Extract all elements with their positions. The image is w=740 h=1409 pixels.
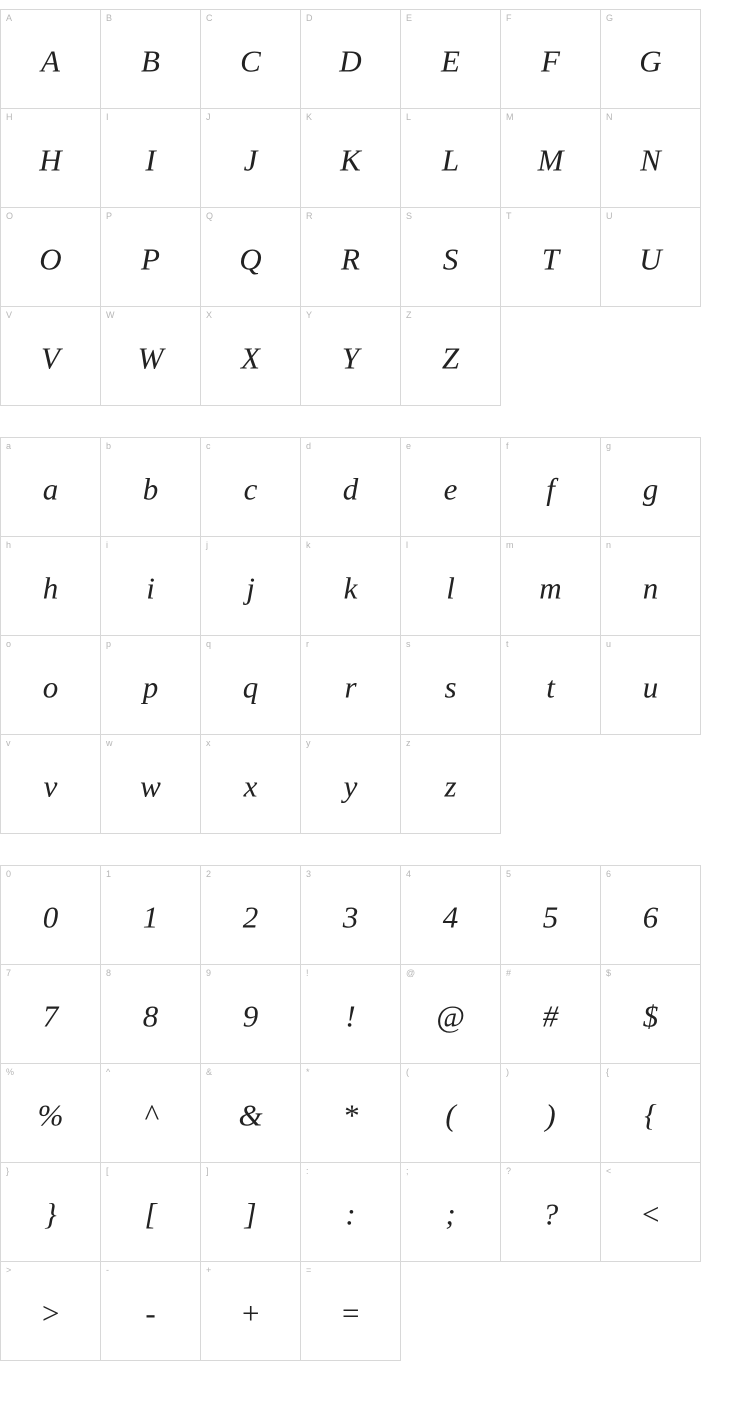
glyph-block-symbols [0,865,701,1361]
glyph-cell-character: : [345,1196,356,1232]
glyph-cell[interactable] [301,307,401,406]
glyph-cell-empty [501,735,601,834]
glyph-cell-tag: g [606,441,612,451]
glyph-cell-character: 5 [542,899,559,935]
glyph-cell[interactable] [501,438,601,537]
glyph-cell-character: Z [441,340,460,376]
glyph-cell-tag: M [506,112,514,122]
glyph-cell-character: q [242,669,259,705]
glyph-cell-tag: o [6,639,12,649]
glyph-cell[interactable] [201,307,301,406]
glyph-cell-tag: v [6,738,11,748]
glyph-cell-tag: c [206,441,211,451]
glyph-cell-tag: Q [206,211,214,221]
glyph-block-uppercase [0,9,701,406]
glyph-cell[interactable] [201,208,301,307]
glyph-cell-character: 3 [342,899,359,935]
glyph-cell-character: d [342,471,359,507]
glyph-cell[interactable] [301,735,401,834]
glyph-cell-character: > [40,1295,61,1331]
glyph-cell-tag: ( [406,1067,409,1077]
glyph-cell-character: [ [144,1196,157,1232]
glyph-cell-character: 8 [142,998,159,1034]
glyph-cell-tag: A [6,13,13,23]
glyph-cell-character: < [640,1196,661,1232]
glyph-cell-character: A [41,43,60,79]
glyph-cell-tag: Y [306,310,313,320]
glyph-cell-character: T [541,241,560,277]
glyph-cell-tag: 7 [6,968,12,978]
glyph-cell-character: R [341,241,360,277]
glyph-cell-tag: h [6,540,12,550]
glyph-cell-tag: 6 [606,869,612,879]
glyph-cell[interactable] [1,208,101,307]
glyph-cell[interactable] [501,866,601,965]
glyph-cell[interactable] [1,636,101,735]
glyph-cell-tag: ) [506,1067,509,1077]
glyph-cell-character: S [442,241,459,277]
glyph-cell-tag: n [606,540,612,550]
glyph-cell-tag: 4 [406,869,412,879]
glyph-cell[interactable] [501,109,601,208]
glyph-cell-tag: K [306,112,313,122]
glyph-cell-character: ? [542,1196,559,1232]
glyph-cell-character: O [39,241,62,277]
glyph-cell[interactable] [301,1163,401,1262]
glyph-cell-character: B [141,43,160,79]
glyph-cell-tag: 5 [506,869,512,879]
glyph-cell-tag: l [406,540,408,550]
glyph-cell-tag: L [406,112,412,122]
glyph-cell[interactable] [401,537,501,636]
glyph-cell-tag: U [606,211,613,221]
glyph-cell-character: ; [445,1196,456,1232]
glyph-cell-tag: P [106,211,113,221]
glyph-cell[interactable] [1,1262,101,1361]
glyph-cell-character: 4 [442,899,459,935]
glyph-cell[interactable] [201,636,301,735]
glyph-cell[interactable] [501,1064,601,1163]
glyph-cell-tag: y [306,738,311,748]
glyph-cell-character: @ [436,998,465,1034]
glyph-cell-tag: d [306,441,312,451]
glyph-cell-character: s [444,669,457,705]
glyph-cell-tag: 8 [106,968,112,978]
glyph-cell-character: e [443,471,458,507]
glyph-cell[interactable] [1,10,101,109]
glyph-cell[interactable] [1,307,101,406]
glyph-cell[interactable] [1,438,101,537]
glyph-cell-tag: C [206,13,213,23]
glyph-cell-tag: 0 [6,869,12,879]
glyph-cell-character: f [546,471,555,507]
glyph-cell[interactable] [501,208,601,307]
glyph-cell[interactable] [201,1064,301,1163]
glyph-cell[interactable] [301,1064,401,1163]
glyph-cell[interactable] [301,438,401,537]
glyph-cell-tag: O [6,211,14,221]
glyph-cell-character: E [441,43,460,79]
glyph-cell-tag: S [406,211,413,221]
glyph-cell-tag: F [506,13,512,23]
glyph-cell-character: i [146,570,155,606]
glyph-cell-tag: w [106,738,113,748]
glyph-cell[interactable] [401,307,501,406]
glyph-cell[interactable] [101,1262,201,1361]
glyph-cell-tag: 9 [206,968,212,978]
glyph-cell-tag: R [306,211,313,221]
glyph-cell-character: % [37,1097,64,1133]
glyph-cell[interactable] [201,537,301,636]
glyph-cell-tag: q [206,639,212,649]
glyph-cell-character: P [141,241,160,277]
glyph-cell[interactable] [401,1163,501,1262]
glyph-cell-character: F [541,43,560,79]
glyph-cell-character: b [142,471,159,507]
glyph-cell-tag: : [306,1166,309,1176]
glyph-cell-tag: k [306,540,311,550]
glyph-cell-tag: m [506,540,514,550]
glyph-cell[interactable] [401,10,501,109]
glyph-cell[interactable] [201,965,301,1064]
glyph-cell-tag: i [106,540,108,550]
glyph-cell-character: ) [545,1097,556,1133]
glyph-cell-tag: p [106,639,112,649]
glyph-cell-character: o [42,669,59,705]
glyph-cell[interactable] [1,965,101,1064]
glyph-cell-tag: G [606,13,614,23]
glyph-cell-character: ^ [143,1097,158,1133]
glyph-cell[interactable] [1,109,101,208]
glyph-cell-tag: ; [406,1166,409,1176]
glyph-cell-tag: I [106,112,109,122]
glyph-cell[interactable] [101,438,201,537]
glyph-cell-character: } [44,1196,57,1232]
glyph-cell-character: 0 [42,899,59,935]
glyph-cell-character: ( [445,1097,456,1133]
glyph-cell[interactable] [401,636,501,735]
glyph-cell-tag: X [206,310,213,320]
glyph-cell-character: U [639,241,662,277]
glyph-cell-character: 6 [642,899,659,935]
glyph-cell[interactable] [101,10,201,109]
glyph-cell-tag: & [206,1067,213,1077]
glyph-cell[interactable] [601,1163,701,1262]
glyph-cell[interactable] [101,307,201,406]
glyph-cell[interactable] [301,10,401,109]
glyph-cell-tag: x [206,738,211,748]
glyph-cell-tag: @ [406,968,416,978]
glyph-cell-tag: # [506,968,512,978]
glyph-cell-character: G [639,43,662,79]
glyph-cell[interactable] [401,1064,501,1163]
glyph-cell-character: H [39,142,62,178]
glyph-cell[interactable] [101,636,201,735]
glyph-cell-empty [601,307,701,406]
glyph-cell-character: 9 [242,998,259,1034]
glyph-cell-character: x [243,768,258,804]
glyph-cell[interactable] [301,537,401,636]
glyph-cell[interactable] [301,109,401,208]
glyph-cell[interactable] [101,735,201,834]
glyph-cell-tag: j [206,540,208,550]
glyph-cell[interactable] [501,965,601,1064]
glyph-cell-tag: u [606,639,612,649]
glyph-cell[interactable] [101,208,201,307]
glyph-cell[interactable] [301,208,401,307]
glyph-cell-tag: T [506,211,512,221]
glyph-cell-empty [601,735,701,834]
glyph-cell-character: 1 [142,899,159,935]
glyph-cell-character: z [444,768,457,804]
glyph-cell-character: N [640,142,661,178]
glyph-cell[interactable] [601,636,701,735]
glyph-cell-tag: Z [406,310,412,320]
glyph-cell-tag: H [6,112,13,122]
glyph-cell-character: * [342,1097,359,1133]
glyph-cell[interactable] [401,109,501,208]
glyph-cell[interactable] [201,109,301,208]
glyph-cell-character: 7 [42,998,59,1034]
glyph-block-lowercase [0,437,701,834]
glyph-cell-character: y [343,768,358,804]
glyph-cell[interactable] [401,208,501,307]
glyph-cell[interactable] [301,1262,401,1361]
glyph-cell-character: = [340,1295,361,1331]
glyph-cell[interactable] [201,1262,301,1361]
glyph-cell-tag: e [406,441,412,451]
glyph-cell[interactable] [601,208,701,307]
glyph-cell-tag: B [106,13,113,23]
glyph-cell[interactable] [601,537,701,636]
glyph-cell-character: I [145,142,156,178]
glyph-cell[interactable] [201,866,301,965]
glyph-cell-character: a [42,471,59,507]
glyph-cell[interactable] [601,866,701,965]
glyph-cell-tag: J [206,112,211,122]
glyph-cell-character: V [41,340,60,376]
glyph-cell-character: t [546,669,555,705]
glyph-cell-tag: + [206,1265,212,1275]
glyph-cell-character: p [142,669,159,705]
glyph-cell[interactable] [101,109,201,208]
glyph-cell-character: & [238,1097,263,1133]
glyph-cell-character: Y [341,340,360,376]
glyph-cell[interactable] [401,866,501,965]
glyph-cell[interactable] [301,636,401,735]
glyph-cell-tag: a [6,441,12,451]
glyph-cell[interactable] [501,10,601,109]
glyph-cell-tag: * [306,1067,310,1077]
glyph-cell[interactable] [1,537,101,636]
glyph-cell-character: m [539,570,562,606]
glyph-cell-character: J [243,142,258,178]
glyph-cell[interactable] [601,965,701,1064]
glyph-cell[interactable] [101,1163,201,1262]
glyph-cell[interactable] [1,866,101,965]
glyph-cell-tag: > [6,1265,12,1275]
glyph-cell[interactable] [601,10,701,109]
glyph-cell[interactable] [401,438,501,537]
glyph-cell[interactable] [101,537,201,636]
glyph-cell-empty [501,1262,601,1361]
glyph-cell[interactable] [1,1163,101,1262]
glyph-cell-tag: [ [106,1166,109,1176]
glyph-cell-character: D [339,43,362,79]
glyph-cell[interactable] [301,866,401,965]
glyph-cell-tag: = [306,1265,312,1275]
glyph-cell-character: r [344,669,357,705]
glyph-cell[interactable] [501,1163,601,1262]
glyph-cell-tag: N [606,112,613,122]
glyph-cell[interactable] [201,10,301,109]
glyph-cell-tag: r [306,639,309,649]
glyph-cell-tag: < [606,1166,612,1176]
glyph-cell-tag: ] [206,1166,209,1176]
glyph-cell-character: X [241,340,260,376]
glyph-cell-tag: E [406,13,413,23]
glyph-cell[interactable] [1,1064,101,1163]
glyph-cell-tag: ? [506,1166,512,1176]
glyph-cell-character: c [243,471,258,507]
glyph-cell-character: { [644,1097,657,1133]
glyph-cell-character: ! [345,998,356,1034]
glyph-cell-tag: 2 [206,869,212,879]
glyph-cell-tag: b [106,441,112,451]
glyph-cell[interactable] [401,735,501,834]
glyph-cell-character: $ [642,998,659,1034]
glyph-cell[interactable] [601,438,701,537]
glyph-cell-character: u [642,669,659,705]
glyph-cell-character: + [240,1295,261,1331]
glyph-cell[interactable] [101,866,201,965]
glyph-cell[interactable] [1,735,101,834]
glyph-specimen-sheet [0,9,740,1361]
glyph-cell-tag: } [6,1166,10,1176]
glyph-cell-character: n [642,570,659,606]
glyph-cell-tag: - [106,1265,109,1275]
glyph-cell-character: ] [244,1196,257,1232]
glyph-cell[interactable] [501,537,601,636]
glyph-cell-empty [401,1262,501,1361]
glyph-cell[interactable] [401,965,501,1064]
glyph-cell-tag: f [506,441,509,451]
glyph-cell-character: K [340,142,361,178]
glyph-cell-tag: { [606,1067,610,1077]
glyph-cell-character: g [642,471,659,507]
glyph-cell-character: l [446,570,455,606]
glyph-cell-character: W [137,340,164,376]
glyph-cell[interactable] [201,1163,301,1262]
glyph-cell-tag: W [106,310,115,320]
glyph-cell-character: - [145,1295,156,1331]
glyph-cell-tag: % [6,1067,15,1077]
glyph-cell-tag: s [406,639,411,649]
glyph-cell-character: L [441,142,460,178]
glyph-cell-character: w [140,768,161,804]
glyph-cell[interactable] [501,636,601,735]
glyph-cell-tag: ^ [106,1067,111,1077]
glyph-cell[interactable] [101,965,201,1064]
glyph-cell-empty [501,307,601,406]
glyph-cell-tag: V [6,310,13,320]
glyph-cell-character: k [343,570,358,606]
glyph-cell-tag: ! [306,968,309,978]
glyph-cell[interactable] [601,1064,701,1163]
glyph-cell-tag: D [306,13,313,23]
glyph-cell-tag: 1 [106,869,112,879]
glyph-cell-character: j [246,570,255,606]
glyph-cell-character: h [42,570,59,606]
glyph-cell[interactable] [601,109,701,208]
glyph-cell-tag: z [406,738,411,748]
glyph-cell-empty [601,1262,701,1361]
glyph-cell-character: C [240,43,261,79]
glyph-cell-tag: t [506,639,509,649]
glyph-cell-tag: 3 [306,869,312,879]
glyph-cell[interactable] [101,1064,201,1163]
glyph-cell-character: v [43,768,58,804]
glyph-cell[interactable] [201,735,301,834]
glyph-cell[interactable] [301,965,401,1064]
glyph-cell-character: # [542,998,559,1034]
glyph-cell-character: Q [239,241,262,277]
glyph-cell-character: 2 [242,899,259,935]
glyph-cell-tag: $ [606,968,612,978]
glyph-cell[interactable] [201,438,301,537]
glyph-cell-character: M [537,142,564,178]
